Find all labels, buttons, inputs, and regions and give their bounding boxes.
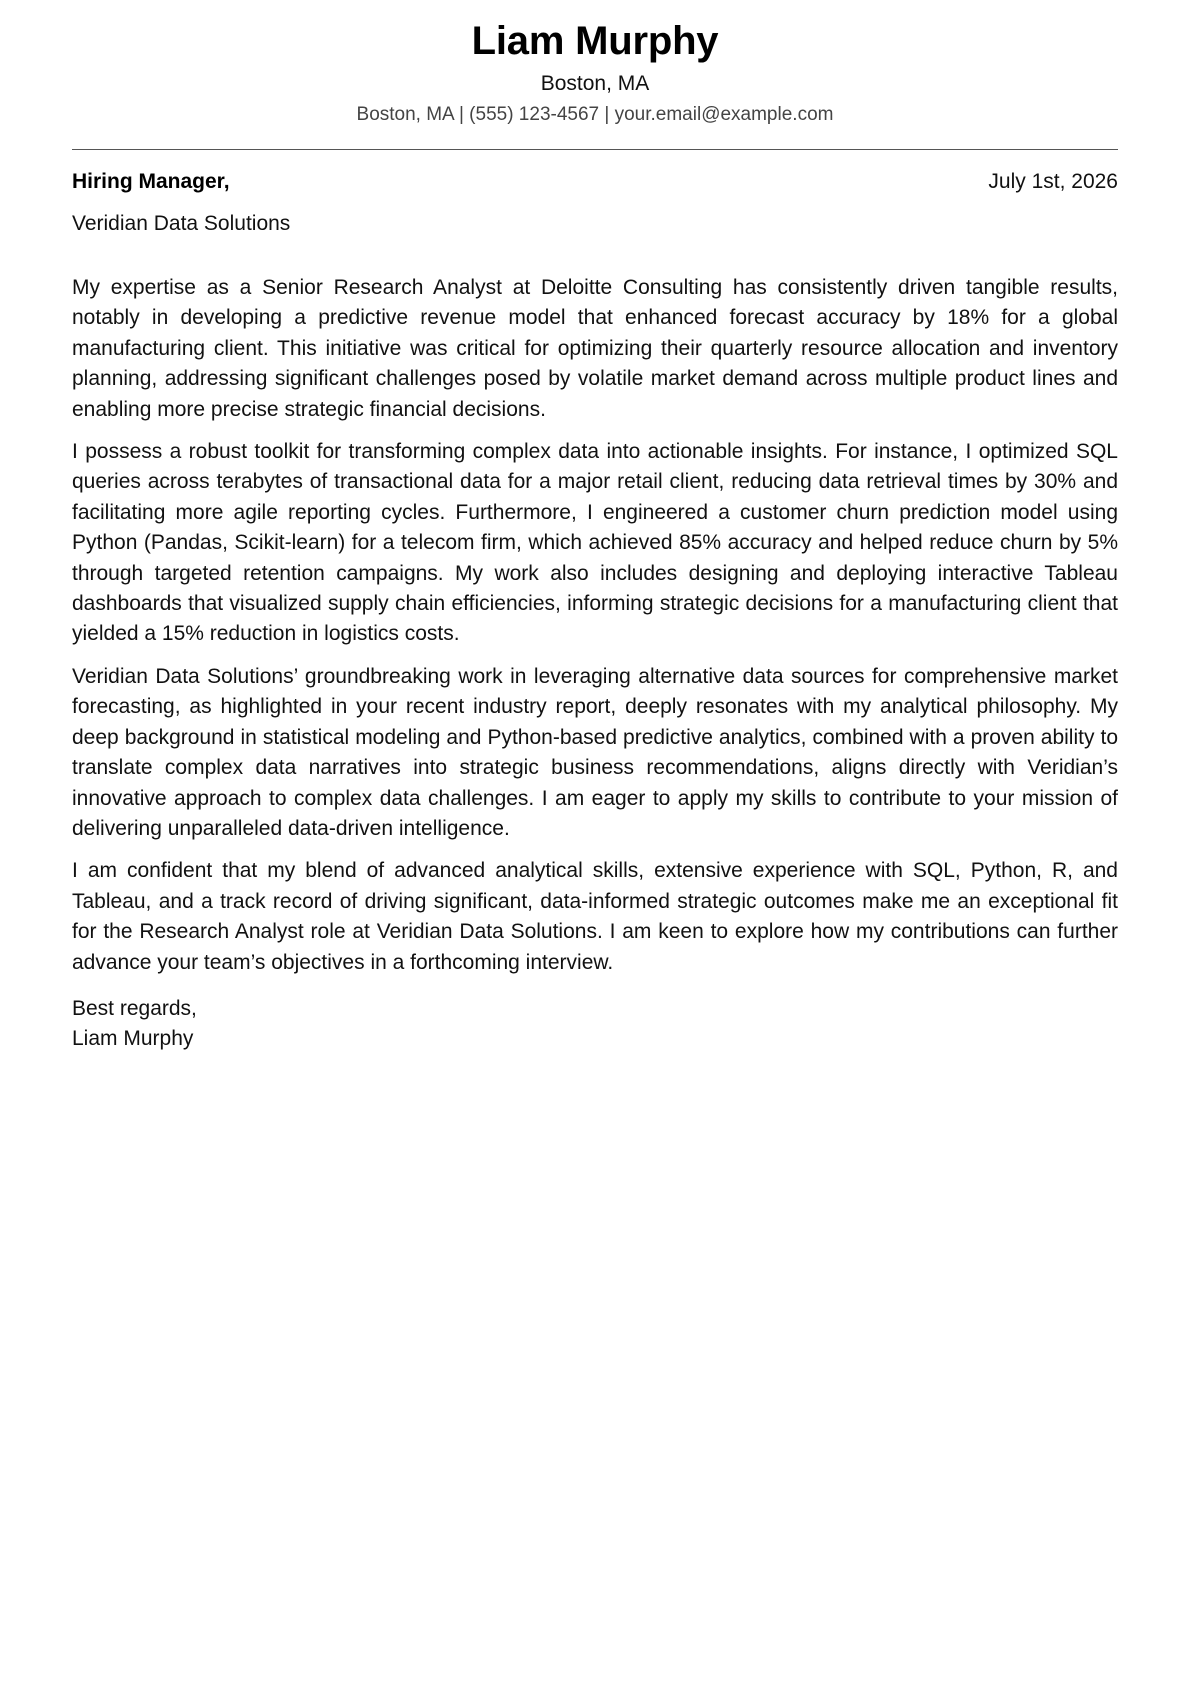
closing-phrase: Best regards,	[72, 996, 197, 1020]
sender-location: Boston, MA	[540, 72, 650, 95]
body-paragraph-1: My expertise as a Senior Research Analyst at Deloitte Consulting has consistently driven tangible results, notably in developing a predictive revenue model that enhanced forecast accuracy by 18% for a global manufacturing client. This initiative was critical for optimizing their quarterly resource allocation and inventory planning, addressing significant challenges posed by volatile market demand across multiple product lines and enabling more precise strategic financial decisions.	[72, 276, 1118, 421]
body-paragraph-3: Veridian Data Solutions’ groundbreaking work in leveraging alternative data sources for comprehensive market forecasting, as highlighted in your recent industry report, deeply resonates with my analytical philosophy. My deep background in statistical modeling and Python-based predictive analytics, combined with a proven ability to translate complex data narratives into strategic business recommendations, aligns directly with Veridian’s innovative approach to complex data challenges. I am eager to apply my skills to contribute to your mission of delivering unparalleled data-driven intelligence.	[72, 664, 1118, 840]
body-paragraph-2: I possess a robust toolkit for transforming complex data into actionable insights. For instance, I optimized SQL queries across terabytes of transactional data for a major retail client, reducing data retrieval times by 30% and facilitating more agile reporting cycles. Furthermore, I engineered a customer churn prediction model using Python (Pandas, Scikit-learn) for a telecom firm, which achieved 85% accuracy and helped reduce churn by 5% through targeted retention campaigns. My work also includes designing and deploying interactive Tableau dashboards that visualized supply chain efficiencies, informing strategic decisions for a manufacturing client that yielded a 15% reduction in logistics costs.	[72, 440, 1118, 646]
recipient-date-row	[72, 167, 1118, 197]
letter-body	[72, 273, 1118, 978]
letter-date: July 1st, 2026	[988, 170, 1118, 193]
letter-closing	[72, 994, 1118, 1054]
recipient-salutation: Hiring Manager,	[72, 170, 230, 193]
letter-header	[72, 0, 1118, 129]
sender-contact-line: Boston, MA | (555) 123-4567 | your.email@example.com	[356, 104, 834, 125]
body-paragraph-4: I am confident that my blend of advanced analytical skills, extensive experience with SQL, Python, R, and Tableau, and a track record of driving significant, data-informed strategic outcomes make me an exceptional fit for the Research Analyst role at Veridian Data Solutions. I am keen to explore how my contributions can further advance your team’s objectives in a forthcoming interview.	[72, 859, 1118, 974]
recipient-company: Veridian Data Solutions	[72, 212, 291, 235]
header-divider	[72, 149, 1118, 150]
signature-name: Liam Murphy	[72, 1026, 194, 1050]
sender-name: Liam Murphy	[471, 19, 719, 63]
